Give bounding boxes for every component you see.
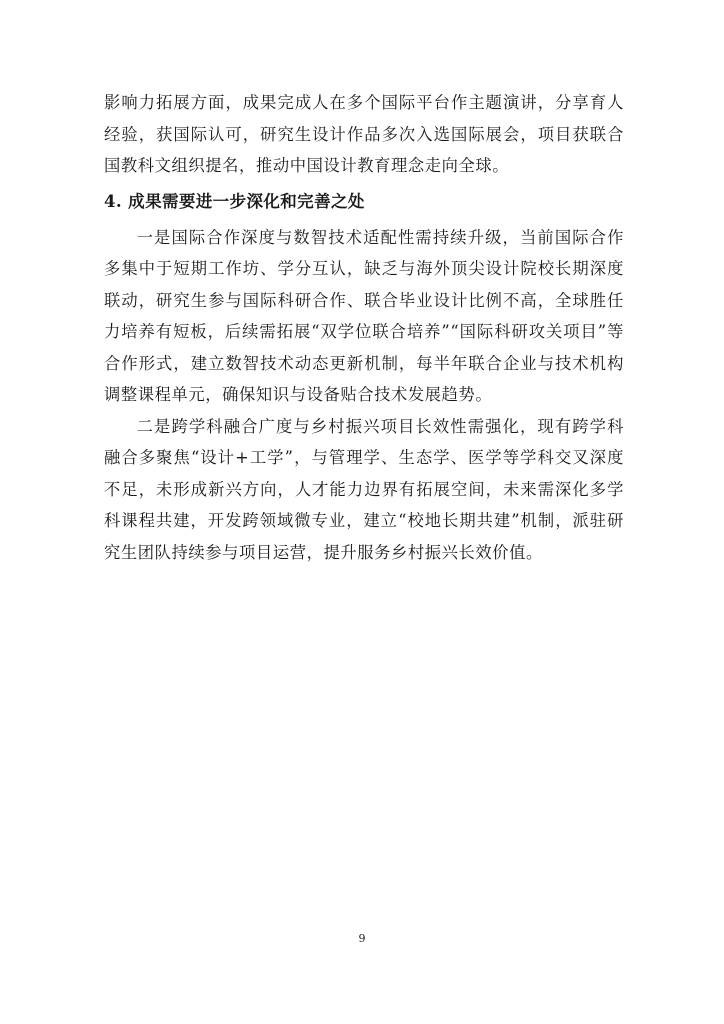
section-heading: 4. 成果需要进一步深化和完善之处 — [104, 191, 365, 211]
paragraph-impact-expansion: 影响力拓展方面，成果完成人在多个国际平台作主题演讲，分享育人经验，获国际认可，研究生设计作品多次入选国际展会，项目获联合国教科文组织提名，推动中国设计教育理念走向全球。 — [104, 93, 624, 175]
page-number: 9 — [358, 932, 366, 945]
paragraph-point-two: 二是跨学科融合广度与乡村振兴项目长效性需强化，现有跨学科融合多聚焦“设计+工学”，与管理学、生态学、医学等学科交叉深度不足，未形成新兴方向，人才能力边界有拓展空间，未来需深化多学科课程共建，开发跨领域微专业，建立“校地长期共建”机制，派驻研究生团队持续参与项目运营，提升服务乡村振兴长效价值。 — [104, 416, 624, 562]
document-body — [104, 87, 624, 568]
paragraph-point-one: 一是国际合作深度与数智技术适配性需持续升级，当前国际合作多集中于短期工作坊、学分互认，缺乏与海外顶尖设计院校长期深度联动，研究生参与国际科研合作、联合毕业设计比例不高，全球胜任力培养有短板，后续需拓展“双学位联合培养”“国际科研攻关项目”等合作形式，建立数智技术动态更新机制，每半年联合企业与技术机构调整课程单元，确保知识与设备贴合技术发展趋势。 — [104, 227, 624, 404]
